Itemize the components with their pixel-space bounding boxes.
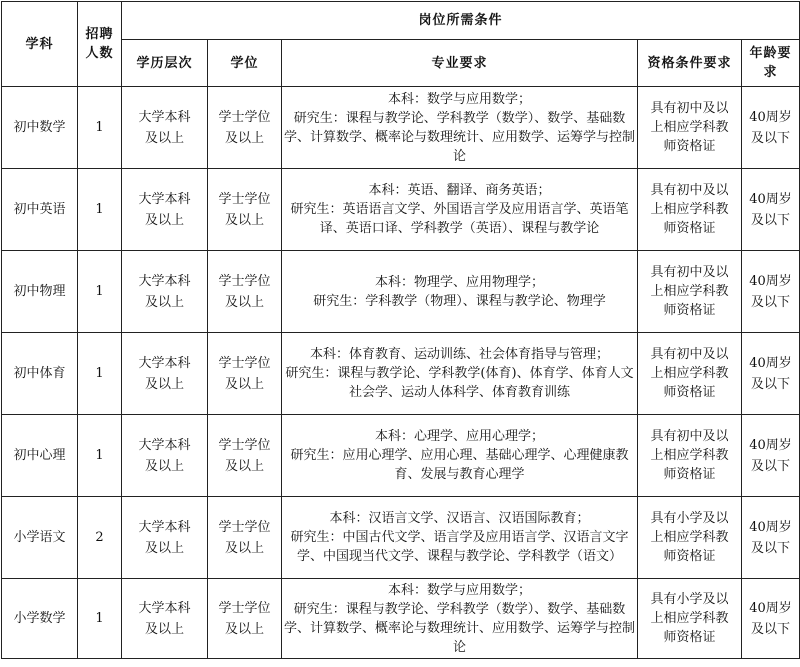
count-cell: 1 — [78, 333, 122, 415]
qualification-cell: 具有初中及以 上相应学科教 师资格证 — [638, 251, 742, 333]
major-cell: 本科：英语、翻译、商务英语； 研究生：英语语言文学、外国语言学及应用语言学、英语笔译、英语口译、学科教学（英语）、课程与教学论 — [282, 169, 638, 251]
major-cell: 本科：物理学、应用物理学； 研究生：学科教学（物理）、课程与教学论、物理学 — [282, 251, 638, 333]
age-cell: 40周岁 及以下 — [742, 251, 800, 333]
header-degree: 学位 — [208, 40, 282, 87]
education-cell: 大学本科 及以上 — [122, 415, 208, 497]
table-row — [2, 333, 800, 415]
subject-cell: 初中物理 — [2, 251, 78, 333]
count-cell: 1 — [78, 87, 122, 169]
header-qualification: 资格条件要求 — [638, 40, 742, 87]
education-cell: 大学本科 及以上 — [122, 251, 208, 333]
qualification-cell: 具有初中及以 上相应学科教 师资格证 — [638, 333, 742, 415]
header-major: 专业要求 — [282, 40, 638, 87]
subject-cell: 初中心理 — [2, 415, 78, 497]
subject-cell: 小学数学 — [2, 579, 78, 659]
education-cell: 大学本科 及以上 — [122, 497, 208, 579]
age-cell: 40周岁 及以下 — [742, 169, 800, 251]
age-cell: 40周岁 及以下 — [742, 497, 800, 579]
major-cell: 本科：心理学、应用心理学； 研究生：应用心理学、应用心理、基础心理学、心理健康教育、发展与教育心理学 — [282, 415, 638, 497]
degree-cell: 学士学位 及以上 — [208, 169, 282, 251]
count-cell: 1 — [78, 415, 122, 497]
header-count: 招聘 人数 — [78, 2, 122, 87]
education-cell: 大学本科 及以上 — [122, 87, 208, 169]
major-cell: 本科：数学与应用数学； 研究生：课程与教学论、学科教学（数学）、数学、基础数学、计算数学、概率论与数理统计、应用数学、运筹学与控制论 — [282, 87, 638, 169]
age-cell: 40周岁 及以下 — [742, 87, 800, 169]
header-conditions-group: 岗位所需条件 — [122, 2, 800, 40]
count-cell: 1 — [78, 251, 122, 333]
age-cell: 40周岁 及以下 — [742, 415, 800, 497]
header-subject: 学科 — [2, 2, 78, 87]
education-cell: 大学本科 及以上 — [122, 333, 208, 415]
degree-cell: 学士学位 及以上 — [208, 333, 282, 415]
education-cell: 大学本科 及以上 — [122, 579, 208, 659]
qualification-cell: 具有小学及以 上相应学科教 师资格证 — [638, 497, 742, 579]
subject-cell: 初中英语 — [2, 169, 78, 251]
degree-cell: 学士学位 及以上 — [208, 87, 282, 169]
major-cell: 本科：汉语言文学、汉语言、汉语国际教育； 研究生：中国古代文学、语言学及应用语言学、汉语言文字学、中国现当代文学、课程与教学论、学科教学（语文） — [282, 497, 638, 579]
table-row — [2, 415, 800, 497]
subject-cell: 初中数学 — [2, 87, 78, 169]
table-row — [2, 87, 800, 169]
major-cell: 本科：体育教育、运动训练、社会体育指导与管理； 研究生：课程与教学论、学科教学(体育)、体育学、体育人文社会学、运动人体科学、体育教育训练 — [282, 333, 638, 415]
header-age: 年龄要 求 — [742, 40, 800, 87]
age-cell: 40周岁 及以下 — [742, 579, 800, 659]
subject-cell: 小学语文 — [2, 497, 78, 579]
major-cell: 本科：数学与应用数学； 研究生：课程与教学论、学科教学（数学）、数学、基础数学、计算数学、概率论与数理统计、应用数学、运筹学与控制论 — [282, 579, 638, 659]
table-row — [2, 251, 800, 333]
count-cell: 2 — [78, 497, 122, 579]
recruitment-table — [1, 1, 800, 659]
subject-cell: 初中体育 — [2, 333, 78, 415]
qualification-cell: 具有小学及以 上相应学科教 师资格证 — [638, 579, 742, 659]
qualification-cell: 具有初中及以 上相应学科教 师资格证 — [638, 87, 742, 169]
count-cell: 1 — [78, 579, 122, 659]
degree-cell: 学士学位 及以上 — [208, 415, 282, 497]
count-cell: 1 — [78, 169, 122, 251]
table-row — [2, 497, 800, 579]
header-education: 学历层次 — [122, 40, 208, 87]
qualification-cell: 具有初中及以 上相应学科教 师资格证 — [638, 415, 742, 497]
degree-cell: 学士学位 及以上 — [208, 579, 282, 659]
age-cell: 40周岁 及以下 — [742, 333, 800, 415]
education-cell: 大学本科 及以上 — [122, 169, 208, 251]
table-row — [2, 169, 800, 251]
degree-cell: 学士学位 及以上 — [208, 497, 282, 579]
table-row — [2, 579, 800, 659]
qualification-cell: 具有初中及以 上相应学科教 师资格证 — [638, 169, 742, 251]
degree-cell: 学士学位 及以上 — [208, 251, 282, 333]
